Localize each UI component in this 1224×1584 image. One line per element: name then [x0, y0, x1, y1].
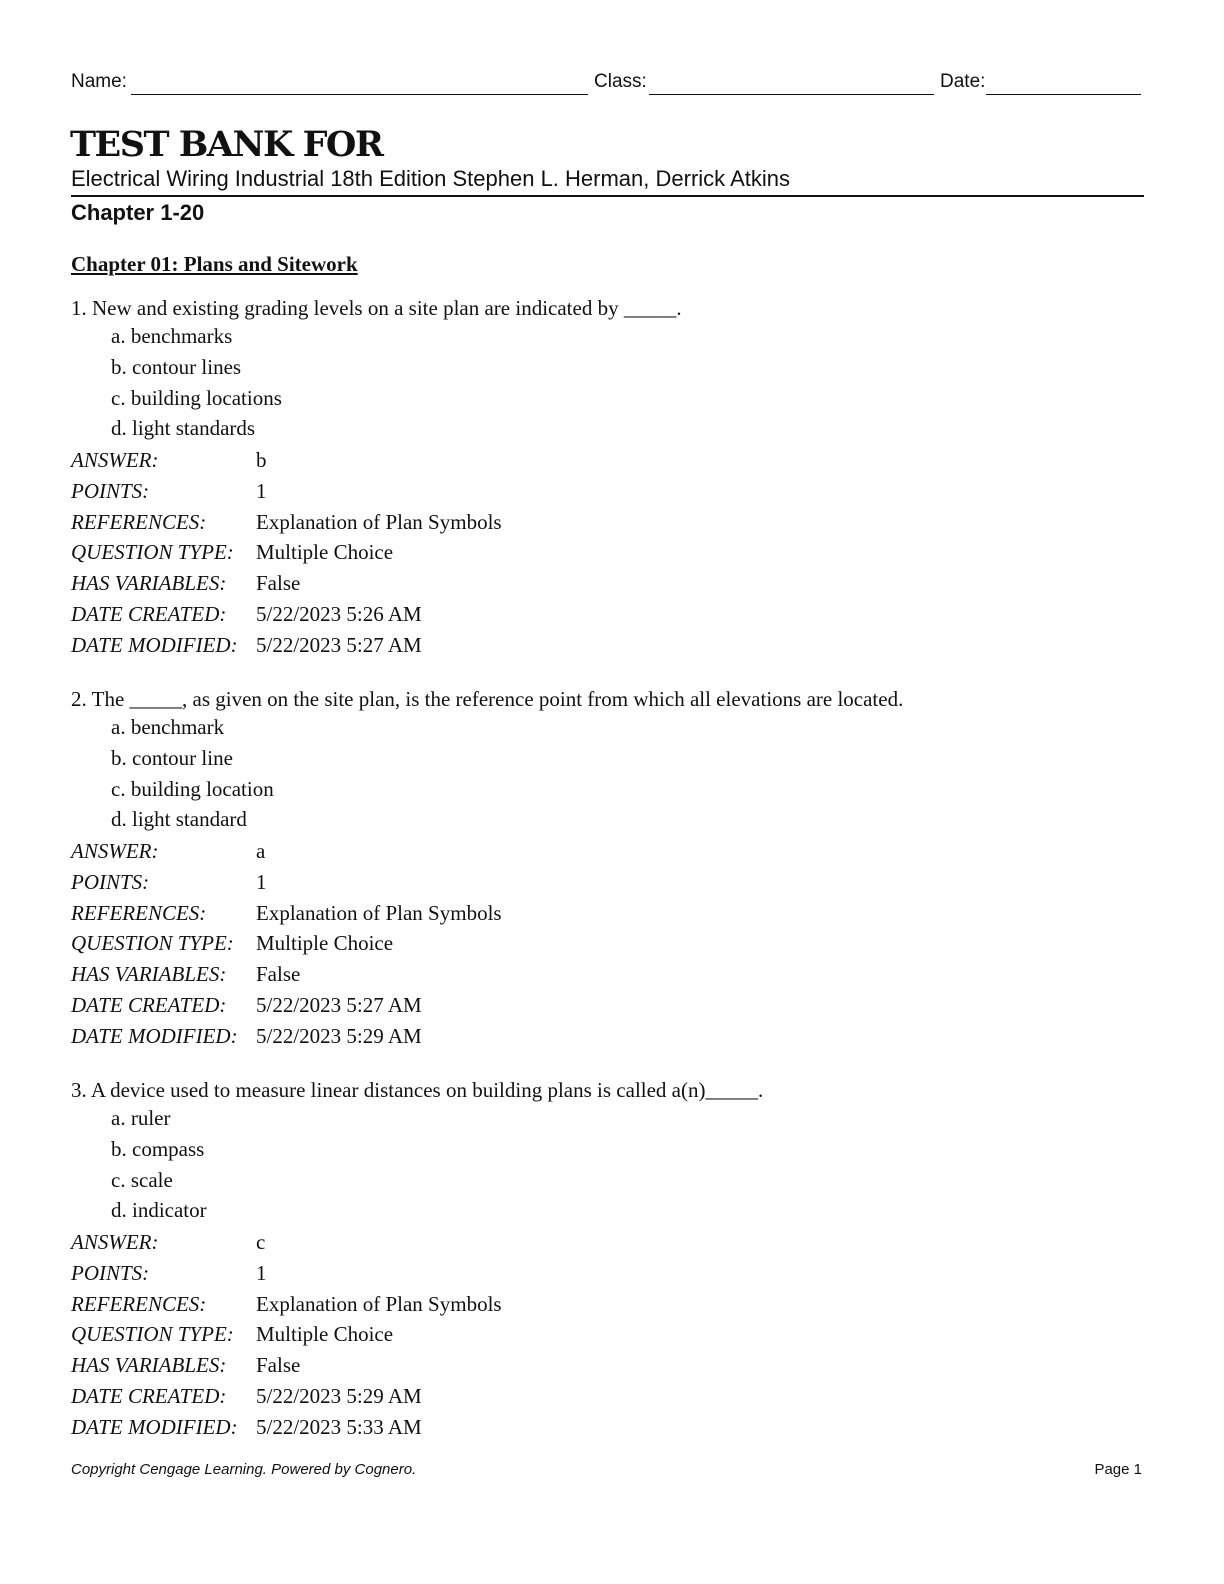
answer-option: c. building location — [111, 776, 274, 801]
answer-option: b. compass — [111, 1136, 205, 1161]
class-label: Class: — [594, 71, 647, 92]
chapter-range: Chapter 1-20 — [71, 200, 205, 225]
class-blank-line — [649, 94, 934, 95]
student-info-row — [71, 71, 1143, 97]
meta-value-references: Explanation of Plan Symbols — [256, 900, 502, 925]
answer-option: a. ruler — [111, 1106, 171, 1130]
meta-value-date-modified: 5/22/2023 5:27 AM — [256, 632, 422, 657]
meta-label-date-modified: DATE MODIFIED: — [71, 1023, 238, 1048]
question-text: 2. The _____, as given on the site plan, is the reference point from which all elevations are located. — [71, 687, 904, 711]
meta-value-has-variables: False — [256, 571, 301, 596]
answer-option: a. benchmarks — [111, 324, 233, 348]
meta-label-answer: ANSWER: — [71, 448, 159, 472]
name-blank-line — [131, 94, 588, 95]
footer-page-number: Page 1 — [1094, 1461, 1142, 1478]
meta-label-references: REFERENCES: — [71, 900, 207, 925]
meta-value-references: Explanation of Plan Symbols — [256, 1291, 502, 1316]
question-text: 1. New and existing grading levels on a site plan are indicated by _____. — [71, 296, 682, 320]
answer-option: b. contour lines — [111, 354, 242, 379]
meta-value-points: 1 — [256, 1260, 267, 1285]
meta-label-date-modified: DATE MODIFIED: — [71, 632, 238, 657]
meta-value-date-created: 5/22/2023 5:27 AM — [256, 993, 422, 1017]
meta-label-date-created: DATE CREATED: — [71, 1384, 227, 1408]
meta-value-points: 1 — [256, 478, 267, 503]
meta-label-has-variables: HAS VARIABLES: — [71, 571, 227, 596]
meta-label-references: REFERENCES: — [71, 1291, 207, 1316]
meta-label-date-created: DATE CREATED: — [71, 602, 227, 626]
meta-value-question-type: Multiple Choice — [256, 1322, 394, 1347]
footer-copyright: Copyright Cengage Learning. Powered by Cognero. — [71, 1461, 417, 1478]
answer-option: d. light standard — [111, 807, 247, 832]
answer-option: d. light standards — [111, 416, 256, 441]
meta-value-question-type: Multiple Choice — [256, 540, 394, 565]
date-label: Date: — [940, 71, 986, 92]
document-subtitle: Electrical Wiring Industrial 18th Edition Stephen L. Herman, Derrick Atkins — [71, 166, 790, 191]
chapter-heading: Chapter 01: Plans and Sitework — [71, 252, 358, 276]
meta-label-references: REFERENCES: — [71, 509, 207, 534]
meta-value-answer: a — [256, 839, 266, 863]
meta-label-has-variables: HAS VARIABLES: — [71, 962, 227, 987]
meta-label-question-type: QUESTION TYPE: — [71, 931, 234, 956]
meta-label-answer: ANSWER: — [71, 1230, 159, 1254]
meta-value-references: Explanation of Plan Symbols — [256, 509, 502, 534]
meta-label-points: POINTS: — [71, 1260, 150, 1285]
date-blank-line — [986, 94, 1141, 95]
name-label: Name: — [71, 71, 127, 92]
meta-value-date-created: 5/22/2023 5:29 AM — [256, 1384, 422, 1408]
meta-label-answer: ANSWER: — [71, 839, 159, 863]
meta-label-question-type: QUESTION TYPE: — [71, 1322, 234, 1347]
meta-value-points: 1 — [256, 869, 267, 894]
meta-label-points: POINTS: — [71, 869, 150, 894]
meta-label-date-created: DATE CREATED: — [71, 993, 227, 1017]
answer-option: b. contour line — [111, 745, 233, 770]
answer-option: c. building locations — [111, 385, 282, 410]
meta-label-date-modified: DATE MODIFIED: — [71, 1414, 238, 1439]
meta-value-answer: b — [256, 448, 267, 472]
meta-value-has-variables: False — [256, 1353, 301, 1378]
meta-label-has-variables: HAS VARIABLES: — [71, 1353, 227, 1378]
meta-value-date-created: 5/22/2023 5:26 AM — [256, 602, 422, 626]
meta-value-date-modified: 5/22/2023 5:33 AM — [256, 1414, 422, 1439]
question-text: 3. A device used to measure linear distances on building plans is called a(n)_____. — [71, 1078, 764, 1102]
meta-value-has-variables: False — [256, 962, 301, 987]
meta-value-date-modified: 5/22/2023 5:29 AM — [256, 1023, 422, 1048]
meta-label-points: POINTS: — [71, 478, 150, 503]
document-title: TEST BANK FOR — [70, 124, 383, 165]
meta-value-question-type: Multiple Choice — [256, 931, 394, 956]
meta-value-answer: c — [256, 1230, 266, 1254]
answer-option: c. scale — [111, 1167, 173, 1192]
answer-option: a. benchmark — [111, 715, 225, 739]
meta-label-question-type: QUESTION TYPE: — [71, 540, 234, 565]
answer-option: d. indicator — [111, 1198, 207, 1223]
title-divider — [71, 195, 1144, 197]
